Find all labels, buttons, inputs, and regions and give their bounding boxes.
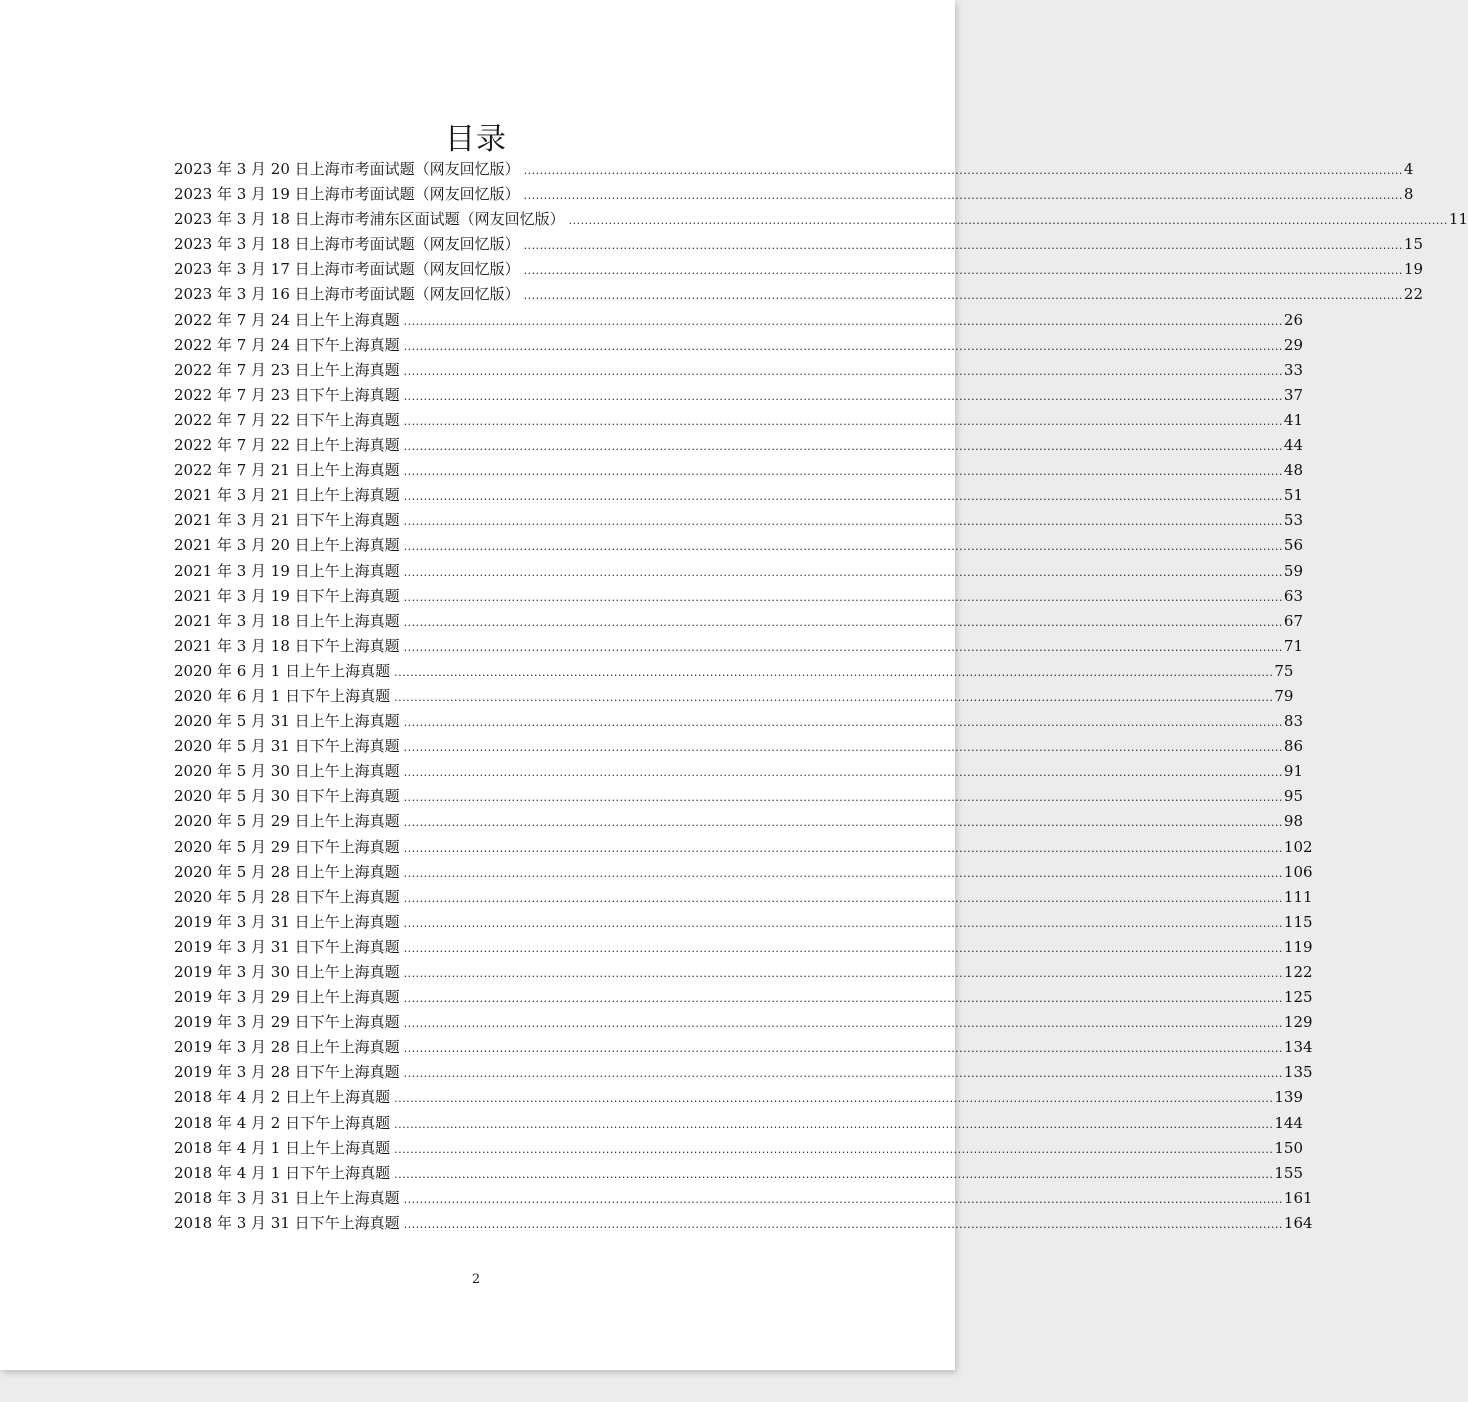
toc-entry[interactable] bbox=[174, 533, 1303, 558]
toc-entry-page: 95 bbox=[1283, 787, 1303, 806]
toc-leader-dots: ............................................................................................................................................................................................................................ bbox=[403, 967, 1283, 980]
toc-entry-title: 2021 年 3 月 18 日上午上海真题 bbox=[174, 611, 400, 630]
toc-entry[interactable] bbox=[174, 157, 1414, 182]
toc-entry[interactable] bbox=[174, 935, 1313, 960]
toc-entry[interactable] bbox=[174, 960, 1313, 985]
toc-entry-title: 2020 年 5 月 28 日上午上海真题 bbox=[174, 862, 400, 881]
toc-entry-title: 2023 年 3 月 19 日上海市考面试题（网友回忆版） bbox=[174, 185, 520, 204]
toc-entry-page: 4 bbox=[1403, 160, 1414, 178]
toc-entry-page: 102 bbox=[1283, 837, 1313, 856]
toc-entry-page: 150 bbox=[1274, 1138, 1303, 1157]
toc-entry-page: 115 bbox=[1283, 912, 1313, 931]
toc-entry-title: 2018 年 3 月 31 日上午上海真题 bbox=[174, 1188, 400, 1207]
toc-entry-title: 2019 年 3 月 31 日上午上海真题 bbox=[174, 912, 400, 931]
toc-leader-dots: ............................................................................................................................................................................................................................ bbox=[403, 916, 1283, 930]
toc-leader-dots: ............................................................................................................................................................................................................................ bbox=[403, 891, 1283, 905]
toc-leader-dots: ............................................................................................................................................................................................................................ bbox=[403, 1067, 1283, 1081]
toc-entry[interactable] bbox=[174, 458, 1303, 483]
toc-leader-dots: ............................................................................................................................................................................................................................ bbox=[394, 1167, 1274, 1181]
toc-entry[interactable] bbox=[174, 1111, 1303, 1136]
toc-entry-title: 2020 年 5 月 29 日下午上海真题 bbox=[174, 837, 400, 856]
toc-entry-page: 119 bbox=[1283, 937, 1313, 956]
toc-entry-page: 125 bbox=[1283, 988, 1313, 1007]
toc-entry-page: 8 bbox=[1403, 185, 1414, 204]
toc-leader-dots: ............................................................................................................................................................................................................................ bbox=[403, 615, 1283, 629]
toc-entry-title: 2018 年 4 月 2 日上午上海真题 bbox=[174, 1088, 391, 1107]
toc-leader-dots: ............................................................................................................................................................................................................................ bbox=[403, 741, 1283, 755]
toc-entry-title: 2021 年 3 月 19 日下午上海真题 bbox=[174, 586, 400, 605]
toc-entry-page: 135 bbox=[1283, 1063, 1313, 1082]
toc-entry[interactable] bbox=[174, 1211, 1313, 1236]
toc-entry[interactable] bbox=[174, 809, 1303, 834]
toc-entry[interactable] bbox=[174, 308, 1303, 333]
toc-leader-dots: ............................................................................................................................................................................................................................ bbox=[403, 314, 1283, 328]
toc-entry-page: 106 bbox=[1283, 862, 1313, 881]
toc-leader-dots: ............................................................................................................................................................................................................................ bbox=[403, 540, 1283, 554]
toc-entry-title: 2019 年 3 月 28 日下午上海真题 bbox=[174, 1063, 400, 1082]
toc-leader-dots: ............................................................................................................................................................................................................................ bbox=[523, 264, 1403, 278]
toc-leader-dots: ............................................................................................................................................................................................................................ bbox=[394, 1092, 1274, 1106]
toc-entry-page: 51 bbox=[1283, 486, 1303, 505]
toc-entry[interactable] bbox=[174, 1010, 1313, 1035]
toc-entry-title: 2018 年 3 月 31 日下午上海真题 bbox=[174, 1213, 400, 1232]
toc-entry-title: 2021 年 3 月 19 日上午上海真题 bbox=[174, 561, 400, 580]
toc-entry-title: 2020 年 5 月 31 日下午上海真题 bbox=[174, 737, 400, 756]
toc-leader-dots: ............................................................................................................................................................................................................................ bbox=[403, 1192, 1283, 1206]
toc-entry-title: 2019 年 3 月 29 日下午上海真题 bbox=[174, 1013, 400, 1032]
toc-entry-page: 83 bbox=[1283, 712, 1303, 731]
toc-entry[interactable] bbox=[174, 1136, 1303, 1161]
toc-entry[interactable] bbox=[174, 282, 1423, 307]
toc-entry-page: 155 bbox=[1274, 1163, 1303, 1182]
toc-entry-page: 129 bbox=[1283, 1013, 1313, 1032]
toc-entry-title: 2022 年 7 月 21 日上午上海真题 bbox=[174, 461, 400, 480]
toc-entry-page: 59 bbox=[1283, 561, 1303, 580]
toc-leader-dots: ............................................................................................................................................................................................................................ bbox=[523, 164, 1403, 177]
toc-entry[interactable] bbox=[174, 559, 1303, 584]
toc-entry-title: 2022 年 7 月 23 日下午上海真题 bbox=[174, 385, 400, 404]
toc-entry-title: 2020 年 5 月 31 日上午上海真题 bbox=[174, 712, 400, 731]
toc-entry[interactable] bbox=[174, 257, 1423, 282]
toc-leader-dots: ............................................................................................................................................................................................................................ bbox=[403, 941, 1283, 955]
toc-entry-page: 134 bbox=[1283, 1038, 1313, 1057]
toc-entry-page: 164 bbox=[1283, 1213, 1313, 1232]
toc-entry-page: 111 bbox=[1283, 887, 1313, 906]
toc-leader-dots: ............................................................................................................................................................................................................................ bbox=[403, 1217, 1283, 1231]
toc-entry-page: 75 bbox=[1274, 661, 1294, 680]
toc-entry[interactable] bbox=[174, 1085, 1303, 1110]
toc-entry[interactable] bbox=[174, 659, 1294, 684]
toc-entry-title: 2022 年 7 月 22 日下午上海真题 bbox=[174, 410, 400, 429]
toc-entry-title: 2020 年 6 月 1 日上午上海真题 bbox=[174, 661, 391, 680]
toc-entry[interactable] bbox=[174, 1186, 1313, 1211]
toc-entry-page: 33 bbox=[1283, 360, 1303, 379]
toc-entry-page: 56 bbox=[1283, 536, 1303, 555]
toc-leader-dots: ............................................................................................................................................................................................................................ bbox=[403, 465, 1283, 479]
toc-entry-page: 11 bbox=[1448, 210, 1468, 229]
toc-leader-dots: ............................................................................................................................................................................................................................ bbox=[403, 791, 1283, 805]
toc-entry-page: 19 bbox=[1403, 260, 1423, 279]
toc-entry[interactable] bbox=[174, 709, 1303, 734]
toc-entry-page: 41 bbox=[1283, 410, 1303, 429]
toc-entry-page: 63 bbox=[1283, 586, 1303, 605]
toc-entry[interactable] bbox=[174, 433, 1303, 458]
toc-leader-dots: ............................................................................................................................................................................................................................ bbox=[403, 992, 1283, 1006]
toc-entry-page: 48 bbox=[1283, 461, 1303, 480]
toc-entry-title: 2020 年 6 月 1 日下午上海真题 bbox=[174, 686, 391, 705]
toc-entry-page: 139 bbox=[1274, 1088, 1303, 1107]
toc-leader-dots: ............................................................................................................................................................................................................................ bbox=[403, 716, 1283, 730]
toc-entry-page: 37 bbox=[1283, 385, 1303, 404]
toc-leader-dots: ............................................................................................................................................................................................................................ bbox=[403, 515, 1283, 529]
toc-leader-dots: ............................................................................................................................................................................................................................ bbox=[394, 1117, 1274, 1131]
toc-entry-title: 2023 年 3 月 18 日上海市考浦东区面试题（网友回忆版） bbox=[174, 210, 565, 229]
toc-entry[interactable] bbox=[174, 333, 1303, 358]
toc-title: 目录 bbox=[445, 122, 507, 157]
toc-entry-page: 22 bbox=[1403, 285, 1423, 304]
toc-entry-title: 2022 年 7 月 24 日下午上海真题 bbox=[174, 335, 400, 354]
toc-entry[interactable] bbox=[174, 634, 1303, 659]
toc-entry-title: 2018 年 4 月 1 日上午上海真题 bbox=[174, 1138, 391, 1157]
toc-leader-dots: ............................................................................................................................................................................................................................ bbox=[403, 766, 1283, 780]
toc-entry[interactable] bbox=[174, 232, 1423, 257]
toc-entry-title: 2019 年 3 月 31 日下午上海真题 bbox=[174, 937, 400, 956]
toc-entry[interactable] bbox=[174, 182, 1414, 207]
toc-leader-dots: ............................................................................................................................................................................................................................ bbox=[523, 189, 1403, 203]
toc-entry-title: 2021 年 3 月 21 日下午上海真题 bbox=[174, 511, 400, 530]
toc-entry[interactable] bbox=[174, 383, 1303, 408]
toc-list bbox=[174, 157, 1468, 1236]
toc-entry-title: 2020 年 5 月 30 日上午上海真题 bbox=[174, 762, 400, 781]
toc-entry-title: 2018 年 4 月 1 日下午上海真题 bbox=[174, 1163, 391, 1182]
toc-entry[interactable] bbox=[174, 885, 1313, 910]
toc-entry[interactable] bbox=[174, 1035, 1313, 1060]
toc-entry-title: 2023 年 3 月 16 日上海市考面试题（网友回忆版） bbox=[174, 285, 520, 304]
toc-entry-title: 2023 年 3 月 17 日上海市考面试题（网友回忆版） bbox=[174, 260, 520, 279]
toc-entry-page: 71 bbox=[1283, 636, 1303, 655]
toc-leader-dots: ............................................................................................................................................................................................................................ bbox=[403, 590, 1283, 604]
toc-entry-page: 122 bbox=[1283, 963, 1313, 981]
toc-entry-page: 91 bbox=[1283, 762, 1303, 781]
toc-leader-dots: ............................................................................................................................................................................................................................ bbox=[394, 1142, 1274, 1156]
toc-leader-dots: ............................................................................................................................................................................................................................ bbox=[394, 690, 1274, 704]
toc-leader-dots: ............................................................................................................................................................................................................................ bbox=[403, 565, 1283, 579]
toc-entry-title: 2019 年 3 月 30 日上午上海真题 bbox=[174, 963, 400, 981]
toc-entry-title: 2023 年 3 月 18 日上海市考面试题（网友回忆版） bbox=[174, 235, 520, 254]
toc-leader-dots: ............................................................................................................................................................................................................................ bbox=[403, 389, 1283, 403]
page-number: 2 bbox=[471, 1272, 481, 1287]
toc-entry-page: 15 bbox=[1403, 235, 1423, 254]
toc-leader-dots: ............................................................................................................................................................................................................................ bbox=[403, 414, 1283, 428]
toc-entry-title: 2018 年 4 月 2 日下午上海真题 bbox=[174, 1113, 391, 1132]
toc-entry-title: 2020 年 5 月 28 日下午上海真题 bbox=[174, 887, 400, 906]
toc-entry[interactable] bbox=[174, 910, 1313, 935]
toc-leader-dots: ............................................................................................................................................................................................................................ bbox=[394, 665, 1274, 679]
toc-leader-dots: ............................................................................................................................................................................................................................ bbox=[568, 214, 1448, 228]
toc-entry-title: 2022 年 7 月 22 日上午上海真题 bbox=[174, 436, 400, 455]
toc-entry[interactable] bbox=[174, 358, 1303, 383]
toc-entry-title: 2019 年 3 月 29 日上午上海真题 bbox=[174, 988, 400, 1007]
toc-entry-title: 2020 年 5 月 29 日上午上海真题 bbox=[174, 812, 400, 831]
toc-entry-title: 2020 年 5 月 30 日下午上海真题 bbox=[174, 787, 400, 806]
toc-entry[interactable] bbox=[174, 860, 1313, 885]
toc-leader-dots: ............................................................................................................................................................................................................................ bbox=[403, 364, 1283, 378]
toc-leader-dots: ............................................................................................................................................................................................................................ bbox=[523, 289, 1403, 303]
toc-entry[interactable] bbox=[174, 483, 1303, 508]
toc-leader-dots: ............................................................................................................................................................................................................................ bbox=[403, 1042, 1283, 1056]
toc-entry[interactable] bbox=[174, 207, 1468, 232]
toc-entry-page: 67 bbox=[1283, 611, 1303, 630]
toc-leader-dots: ............................................................................................................................................................................................................................ bbox=[403, 841, 1283, 855]
toc-entry-page: 144 bbox=[1274, 1113, 1303, 1132]
toc-leader-dots: ............................................................................................................................................................................................................................ bbox=[403, 816, 1283, 830]
toc-entry-title: 2023 年 3 月 20 日上海市考面试题（网友回忆版） bbox=[174, 160, 520, 178]
toc-entry-title: 2019 年 3 月 28 日上午上海真题 bbox=[174, 1038, 400, 1057]
toc-leader-dots: ............................................................................................................................................................................................................................ bbox=[403, 440, 1283, 454]
toc-entry[interactable] bbox=[174, 508, 1303, 533]
toc-entry-page: 44 bbox=[1283, 436, 1303, 455]
toc-entry-title: 2021 年 3 月 21 日上午上海真题 bbox=[174, 486, 400, 505]
toc-entry-page: 29 bbox=[1283, 335, 1303, 354]
toc-entry-title: 2021 年 3 月 20 日上午上海真题 bbox=[174, 536, 400, 555]
toc-entry-title: 2022 年 7 月 23 日上午上海真题 bbox=[174, 360, 400, 379]
toc-leader-dots: ............................................................................................................................................................................................................................ bbox=[403, 866, 1283, 880]
toc-entry[interactable] bbox=[174, 759, 1303, 784]
toc-entry-title: 2021 年 3 月 18 日下午上海真题 bbox=[174, 636, 400, 655]
toc-entry[interactable] bbox=[174, 609, 1303, 634]
toc-leader-dots: ............................................................................................................................................................................................................................ bbox=[523, 239, 1403, 253]
toc-entry[interactable] bbox=[174, 985, 1313, 1010]
toc-entry-page: 26 bbox=[1283, 310, 1303, 329]
toc-leader-dots: ............................................................................................................................................................................................................................ bbox=[403, 640, 1283, 654]
toc-entry-page: 86 bbox=[1283, 737, 1303, 756]
toc-leader-dots: ............................................................................................................................................................................................................................ bbox=[403, 339, 1283, 353]
toc-entry-page: 98 bbox=[1283, 812, 1303, 831]
toc-entry[interactable] bbox=[174, 1161, 1303, 1186]
toc-entry[interactable] bbox=[174, 684, 1294, 709]
toc-entry[interactable] bbox=[174, 835, 1313, 860]
toc-entry-page: 161 bbox=[1283, 1188, 1313, 1207]
toc-leader-dots: ............................................................................................................................................................................................................................ bbox=[403, 1017, 1283, 1031]
toc-entry[interactable] bbox=[174, 584, 1303, 609]
toc-entry[interactable] bbox=[174, 734, 1303, 759]
toc-entry[interactable] bbox=[174, 784, 1303, 809]
toc-entry[interactable] bbox=[174, 408, 1303, 433]
toc-leader-dots: ............................................................................................................................................................................................................................ bbox=[403, 490, 1283, 504]
toc-entry-page: 79 bbox=[1274, 686, 1294, 705]
toc-entry-title: 2022 年 7 月 24 日上午上海真题 bbox=[174, 310, 400, 329]
toc-entry[interactable] bbox=[174, 1060, 1313, 1085]
toc-entry-page: 53 bbox=[1283, 511, 1303, 530]
